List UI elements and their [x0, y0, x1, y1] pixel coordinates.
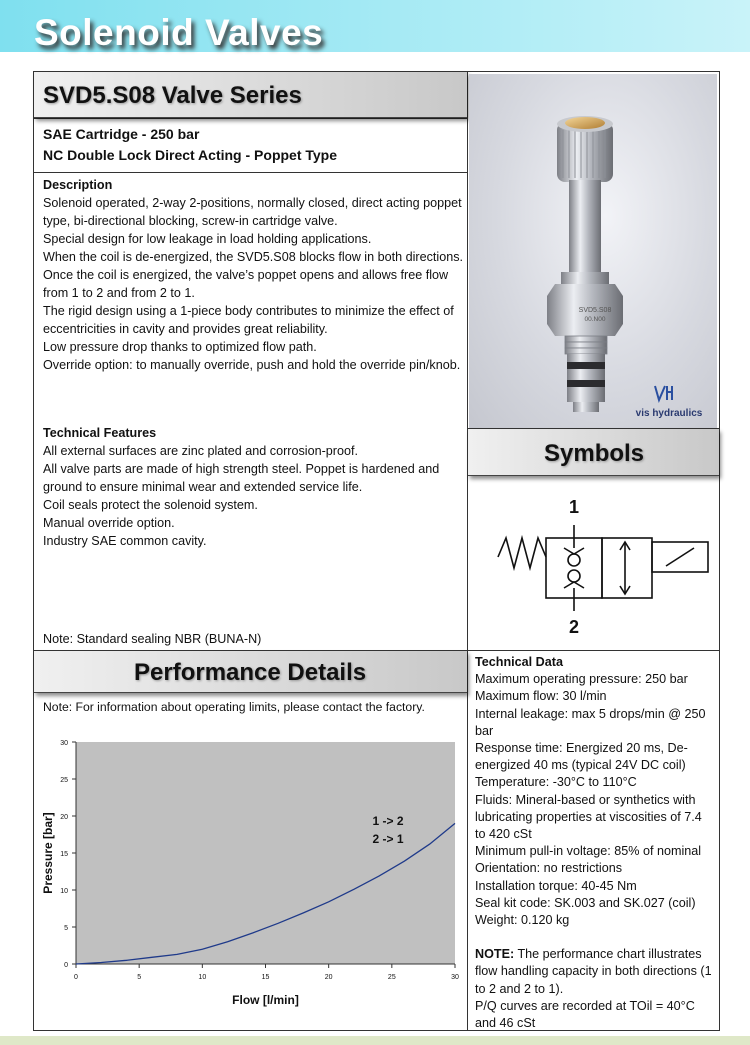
sealing-note: Note: Standard sealing NBR (BUNA-N): [43, 632, 262, 646]
description-paragraph: The rigid design using a 1-piece body contributes to minimize the effect of eccentricities in cavity and provides great reliability.: [43, 304, 454, 336]
symbols-title: Symbols: [544, 440, 645, 467]
product-photo: [469, 74, 717, 428]
subtitle-line-1: SAE Cartridge - 250 bar: [43, 126, 200, 142]
series-label: 1 -> 2: [372, 814, 404, 828]
pq-chart: [40, 730, 465, 1020]
page-banner: [0, 0, 750, 52]
x-tick-label: 30: [451, 974, 459, 981]
tech-data-line: Weight: 0.120 kg: [475, 913, 570, 928]
technical-data-heading: Technical Data: [475, 655, 563, 669]
symbol-port-1-label: 1: [568, 497, 580, 517]
x-tick-label: 0: [74, 974, 78, 981]
x-tick-label: 20: [324, 974, 333, 981]
feature-item: Industry SAE common cavity.: [43, 534, 207, 548]
tech-data-line: Maximum operating pressure: 250 bar: [475, 672, 688, 687]
tech-data-line: Minimum pull-in voltage: 85% of nominal: [475, 844, 702, 859]
performance-header-bar: [34, 651, 467, 693]
series-header-bar: [34, 72, 467, 118]
symbol-port-2-label: 2: [568, 617, 580, 637]
vertical-divider: [467, 72, 468, 1030]
features-heading: Technical Features: [43, 426, 157, 440]
hydraulic-symbol: [480, 490, 715, 645]
performance-title: Performance Details: [134, 659, 367, 686]
divider-description: [34, 172, 467, 173]
technical-data-block: [475, 654, 715, 1032]
footer-bar: [0, 1036, 750, 1045]
plot-area: [76, 742, 455, 964]
y-tick-label: 0: [64, 962, 68, 969]
symbols-header-bar: [468, 429, 719, 476]
features-block: [43, 424, 463, 550]
tech-note-conditions: P/Q curves are recorded at TOil = 40°C and 46 cSt: [475, 998, 695, 1031]
tech-data-line: Fluids: Mineral-based or synthetics with lubricating properties at viscosities of 7.4 to 420 cSt: [475, 792, 702, 842]
description-paragraph: Override option: to manually override, push and hold the override pin/knob.: [43, 358, 461, 372]
brand-logo-text: vis hydraulics: [635, 408, 703, 419]
brand-logo-icon: [655, 386, 672, 400]
y-axis-label: Pressure [bar]: [41, 812, 55, 894]
spring-icon: [498, 538, 546, 568]
series-title: SVD5.S08 Valve Series: [43, 82, 302, 109]
divider-subtitle: [34, 118, 467, 119]
description-paragraph: When the coil is de-energized, the SVD5.S08 blocks flow in both directions. Once the coil is energized, the valve’s poppet opens and allows free flow from 1 to 2 and from 2 to 1.: [43, 250, 464, 300]
feature-item: All valve parts are made of high strength steel. Poppet is hardened and ground to ensure minimal wear and extended service life.: [43, 462, 440, 494]
feature-item: All external surfaces are zinc plated and corrosion-proof.: [43, 444, 359, 458]
description-paragraph: Low pressure drop thanks to optimized flow path.: [43, 340, 317, 354]
tech-note-text: The performance chart illustrates flow handling capacity in both directions (1 to 2 and 2 to 1).: [475, 947, 712, 996]
y-tick-label: 10: [60, 888, 68, 895]
x-tick-label: 5: [137, 974, 142, 981]
y-tick-label: 15: [60, 851, 68, 858]
subtitle-line-2: NC Double Lock Direct Acting - Poppet Type: [43, 147, 338, 163]
description-paragraph: Solenoid operated, 2-way 2-positions, normally closed, direct acting poppet type, bi-directional blocking, screw-in cartridge valve.: [43, 196, 462, 228]
x-tick-label: 25: [387, 974, 396, 981]
description-block: [43, 176, 463, 374]
subtitle-block: [43, 124, 458, 166]
y-tick-label: 30: [60, 740, 68, 747]
photo-body-marking: SVD5.S08: [578, 307, 612, 314]
y-tick-label: 5: [64, 925, 68, 932]
description-paragraph: Special design for low leakage in load holding applications.: [43, 232, 372, 246]
series-label: 2 -> 1: [372, 832, 404, 846]
performance-note: Note: For information about operating limits, please contact the factory.: [43, 700, 425, 714]
banner-title: Solenoid Valves: [34, 12, 324, 53]
x-tick-label: 10: [198, 974, 207, 981]
tech-data-line: Maximum flow: 30 l/min: [475, 689, 607, 704]
y-tick-label: 25: [60, 777, 68, 784]
tech-data-line: Installation torque: 40-45 Nm: [475, 878, 637, 893]
tech-note: [475, 946, 715, 998]
tech-data-line: Internal leakage: max 5 drops/min @ 250 bar: [475, 706, 706, 738]
tech-note-label: NOTE:: [475, 947, 515, 962]
feature-item: Coil seals protect the solenoid system.: [43, 498, 258, 512]
tech-data-line: Response time: Energized 20 ms, De-energized 40 ms (typical 24V DC coil): [475, 741, 688, 773]
x-axis-label: Flow [l/min]: [232, 993, 299, 1007]
description-heading: Description: [43, 178, 113, 192]
photo-body-code: 00.N00: [584, 316, 606, 323]
feature-item: Manual override option.: [43, 516, 175, 530]
y-tick-label: 20: [60, 814, 68, 821]
tech-data-line: Seal kit code: SK.003 and SK.027 (coil): [475, 895, 696, 910]
tech-data-line: Orientation: no restrictions: [475, 861, 622, 876]
x-tick-label: 15: [261, 974, 270, 981]
tech-data-line: Temperature: -30°C to 110°C: [475, 775, 637, 790]
valve-illustration: [469, 74, 717, 428]
